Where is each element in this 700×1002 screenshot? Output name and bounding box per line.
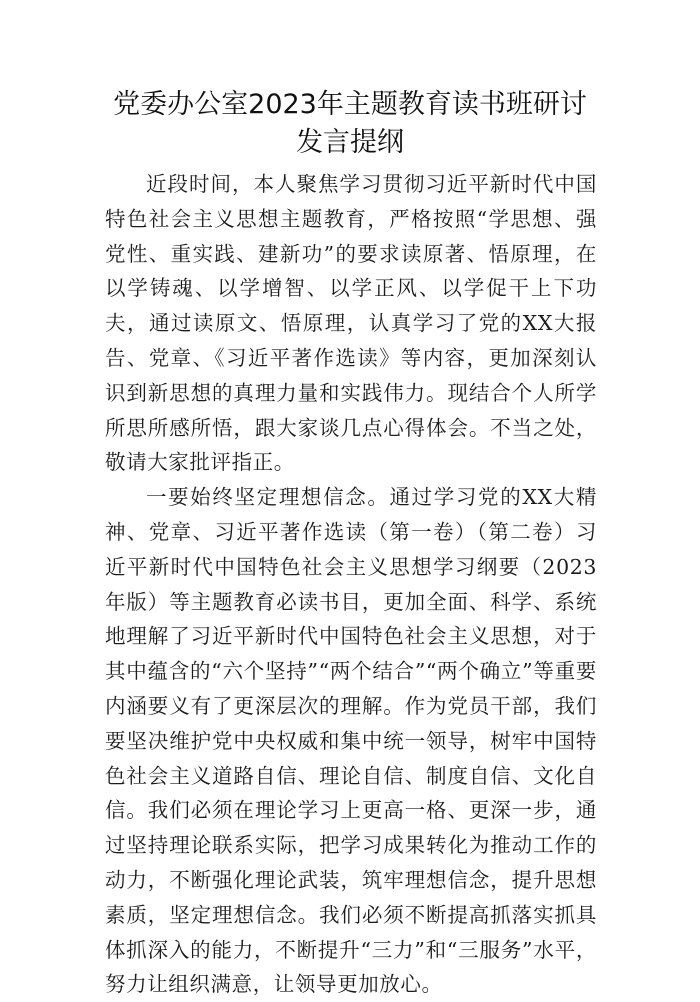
document-body [105,167,597,1002]
document-title: 党委办公室2023年主题教育读书班研讨发言提纲 [113,89,587,158]
intro-paragraph: 近段时间，本人聚焦学习贯彻习近平新时代中国特色社会主义思想主题教育，严格按照“学思想、强党性、重实践、建新功”的要求读原著、悟原理，在以学铸魂、以学增智、以学正风、以学促干上下功夫，通过读原文、悟原理，认真学习了党的XX大报告、党章、《习近平著作选读》等内容，更加深刻认识到新思想的真理力量和实践伟力。现结合个人所学所思所感所悟，跟大家谈几点心得体会。不当之处，敬请大家批评指正。 [105,172,597,475]
section-one-paragraph: 一要始终坚定理想信念。通过学习党的XX大精神、党章、习近平著作选读（第一卷）（第二卷）习近平新时代中国特色社会主义思想学习纲要（2023年版）等主题教育必读书目，更加全面、科学、系统地理解了习近平新时代中国特色社会主义思想，对于其中蕴含的“六个坚持”“两个结合”“两个确立”等重要内涵要义有了更深层次的理解。作为党员干部，我们要坚决维护党中央权威和集中统一领导，树牢中国特色社会主义道路自信、理论自信、制度自信、文化自信。我们必须在理论学习上更高一格、更深一步，通过坚持理论联系实际，把学习成果转化为推动工作的动力，不断强化理论武装，筑牢理想信念，提升思想素质，坚定理想信念。我们必须不断提高抓落实抓具体抓深入的能力，不断提升“三力”和“三服务”水平，努力让组织满意，让领导更加放心。 [105,485,597,997]
